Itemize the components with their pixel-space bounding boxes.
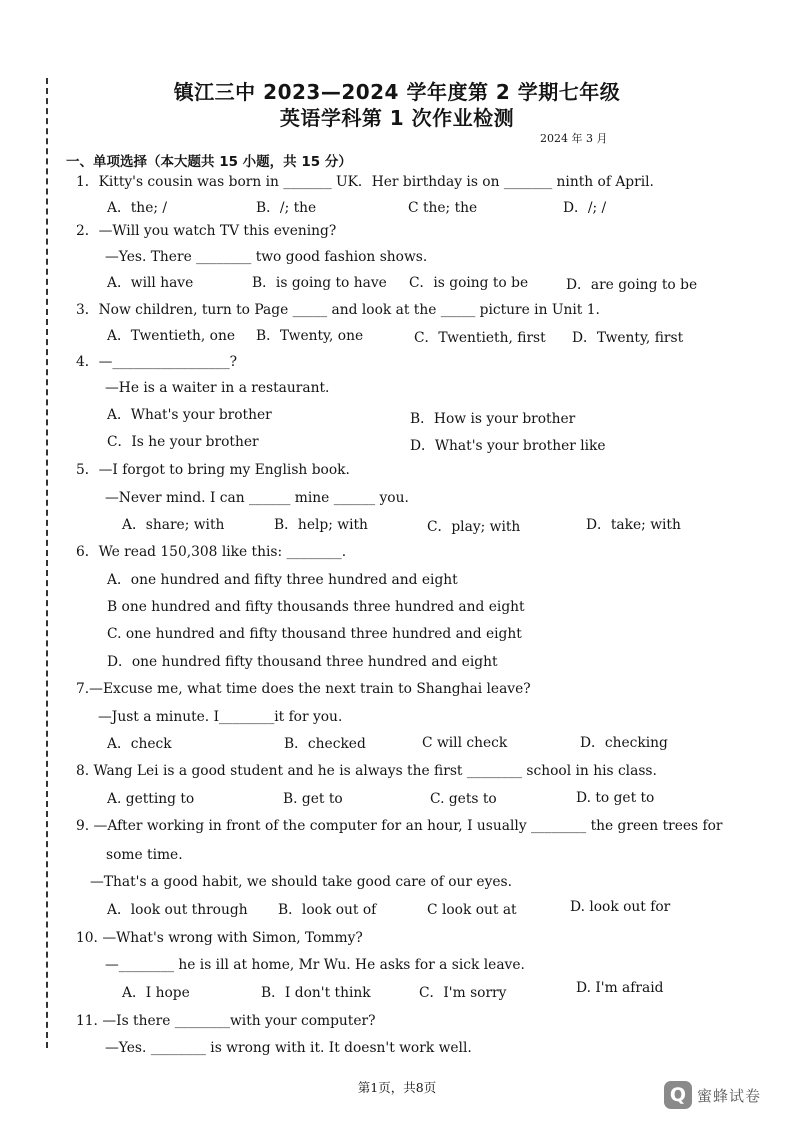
question-10-option-a: A．I hope [122, 985, 190, 1001]
watermark-logo-icon: Q [664, 1081, 692, 1109]
question-4-stem: 4．—_________________? [76, 354, 238, 370]
question-4-option-b: B．How is your brother [410, 411, 576, 427]
exam-title-line1: 镇江三中 2023—2024 学年度第 2 学期七年级 [173, 80, 621, 104]
question-8-option-d: D. to get to [576, 790, 655, 806]
question-8-option-b: B. get to [283, 791, 343, 807]
question-10-option-c: C．I'm sorry [419, 985, 507, 1001]
question-7-option-a: A．check [107, 736, 172, 752]
question-1-option-d: D．/; / [563, 200, 607, 216]
question-7-option-b: B．checked [284, 736, 366, 752]
question-11-stem: 11. —Is there ________with your computer? [76, 1013, 376, 1029]
question-7-stem: 7.—Excuse me, what time does the next train to Shanghai leave? [76, 681, 531, 697]
question-5-option-c: C．play; with [427, 519, 521, 535]
question-1-option-c: C the; the [408, 200, 478, 216]
page-number: 第1页，共8页 [357, 1080, 437, 1095]
question-6-option-b: B one hundred and fifty thousands three hundred and eight [107, 599, 525, 615]
question-3-option-a: A．Twentieth, one [107, 328, 236, 344]
question-3-option-d: D．Twenty, first [572, 330, 684, 346]
question-5-option-b: B．help; with [274, 517, 368, 533]
section-heading: 一、单项选择（本大题共 15 小题，共 15 分） [66, 154, 352, 170]
question-3-option-b: B．Twenty, one [256, 328, 364, 344]
exam-title-line2: 英语学科第 1 次作业检测 [279, 106, 515, 130]
question-9-stem-line3: —That's a good habit, we should take good care of our eyes. [90, 874, 513, 890]
question-9-option-c: C look out at [427, 902, 517, 918]
question-5-option-d: D．take; with [586, 517, 681, 533]
question-2-option-a: A．will have [107, 275, 194, 291]
question-9-option-a: A．look out through [107, 902, 248, 918]
exam-date: 2024 年 3 月 [540, 132, 608, 145]
question-1-stem: 1．Kitty's cousin was born in _______ UK．Her birthday is on _______ ninth of April. [76, 174, 654, 190]
question-6-option-c: C. one hundred and fifty thousand three hundred and eight [107, 626, 522, 642]
question-10-stem: 10. —What's wrong with Simon, Tommy? [76, 930, 363, 946]
question-8-option-a: A. getting to [107, 791, 195, 807]
question-6-stem: 6．We read 150,308 like this: ________. [76, 544, 347, 560]
question-5-option-a: A．share; with [122, 517, 225, 533]
question-10-option-d: D. I'm afraid [576, 980, 664, 996]
watermark [664, 1078, 761, 1112]
question-2-option-b: B．is going to have [252, 275, 387, 291]
question-11-stem-line2: —Yes. ________ is wrong with it. It doesn't work well. [105, 1040, 472, 1056]
question-3-stem: 3．Now children, turn to Page _____ and look at the _____ picture in Unit 1. [76, 302, 600, 318]
question-2-stem-line2: —Yes. There ________ two good fashion shows. [105, 249, 428, 265]
question-7-stem-line2: —Just a minute. I________it for you. [98, 709, 343, 725]
question-2-option-d: D．are going to be [566, 277, 698, 293]
question-5-stem-line2: —Never mind. I can ______ mine ______ you. [105, 490, 409, 506]
question-2-stem: 2．—Will you watch TV this evening? [76, 223, 337, 239]
question-5-stem: 5．—I forgot to bring my English book. [76, 462, 350, 478]
question-9-option-b: B．look out of [278, 902, 377, 918]
question-4-option-c: C．Is he your brother [107, 434, 259, 450]
question-1-option-a: A．the; / [107, 200, 168, 216]
question-3-option-c: C．Twentieth, first [414, 330, 546, 346]
question-2-option-c: C．is going to be [409, 275, 529, 291]
question-8-option-c: C. gets to [430, 791, 497, 807]
question-6-option-d: D．one hundred fifty thousand three hundred and eight [107, 654, 498, 670]
question-6-option-a: A．one hundred and fifty three hundred and eight [107, 572, 458, 588]
question-9-stem-line2: some time. [106, 847, 183, 863]
question-9-option-d: D. look out for [570, 899, 671, 915]
question-7-option-d: D．checking [580, 735, 668, 751]
watermark-text: 蜜蜂试卷 [697, 1086, 762, 1105]
question-9-stem: 9. —After working in front of the computer for an hour, I usually ________ the green trees for [76, 818, 723, 834]
question-10-stem-line2: —________ he is ill at home, Mr Wu. He asks for a sick leave. [105, 957, 525, 973]
question-1-option-b: B．/; the [256, 200, 317, 216]
question-10-option-b: B．I don't think [261, 985, 371, 1001]
question-7-option-c: C will check [422, 735, 508, 751]
question-4-stem-line2: —He is a waiter in a restaurant. [105, 380, 330, 396]
question-8-stem: 8. Wang Lei is a good student and he is always the first ________ school in his class. [76, 763, 657, 779]
question-4-option-d: D．What's your brother like [410, 438, 606, 454]
binding-dashed-line [46, 78, 48, 1048]
question-4-option-a: A．What's your brother [107, 407, 272, 423]
